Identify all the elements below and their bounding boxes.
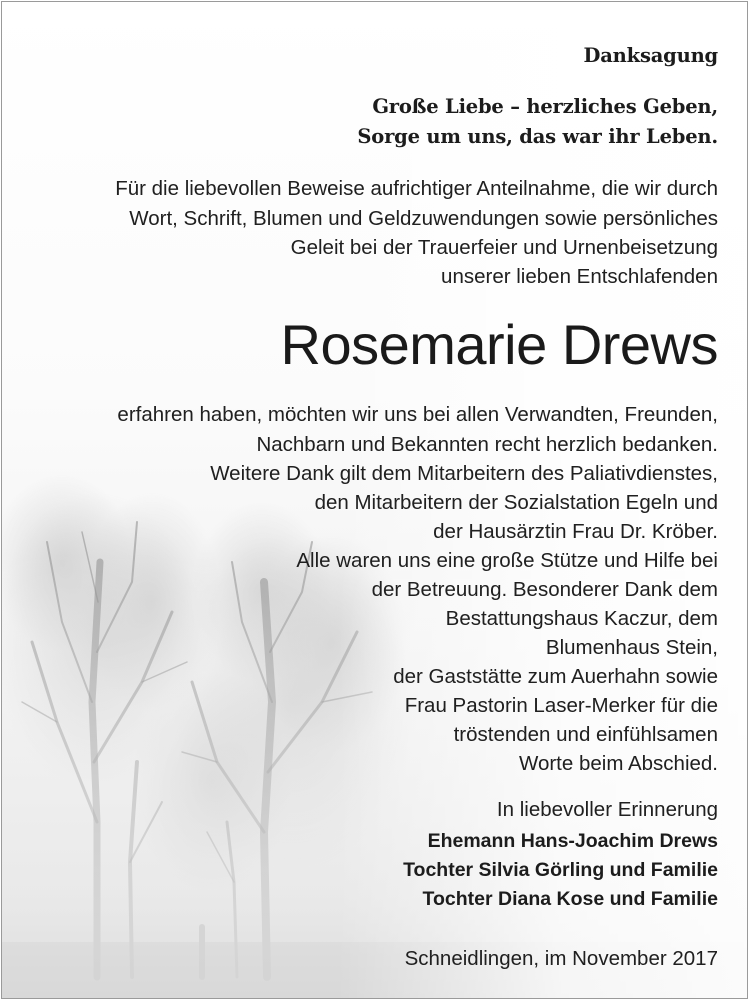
thanks-line-5: der Hausärztin Frau Dr. Kröber. (433, 520, 718, 543)
thanks-line-7: der Betreuung. Besonderer Dank dem (371, 578, 718, 601)
thanks-line-10: der Gaststätte zum Auerhahn sowie (393, 665, 718, 688)
signer-3: Tochter Diana Kose und Familie (422, 888, 718, 910)
thanks-line-2: Nachbarn und Bekannten recht herzlich bedanken. (256, 433, 718, 456)
thanks-line-13: Worte beim Abschied. (518, 752, 718, 775)
intro-line-1: Für die liebevollen Beweise aufrichtiger Anteilnahme, die wir durch (115, 177, 718, 200)
obituary-card (1, 1, 748, 999)
heading-danksagung: Danksagung (583, 44, 718, 67)
verse-line-1: Große Liebe – herzliches Geben, (372, 95, 718, 118)
thanks-line-3: Weitere Dank gilt dem Mitarbeitern des Paliativdienstes, (210, 462, 718, 485)
intro-line-2: Wort, Schrift, Blumen und Geldzuwendungen sowie persönliches (129, 207, 718, 230)
place-date: Schneidlingen, im November 2017 (404, 947, 718, 970)
verse-line-2: Sorge um uns, das war ihr Leben. (357, 125, 718, 148)
intro-line-3: Geleit bei der Trauerfeier und Urnenbeisetzung (290, 236, 718, 259)
thanks-line-6: Alle waren uns eine große Stütze und Hilfe bei (296, 549, 718, 572)
thanks-line-8: Bestattungshaus Kaczur, dem (445, 607, 718, 630)
thanks-line-4: den Mitarbeitern der Sozialstation Egeln und (314, 491, 718, 514)
signer-1: Ehemann Hans-Joachim Drews (427, 830, 718, 852)
thanks-line-11: Frau Pastorin Laser-Merker für die (404, 694, 718, 717)
closing-line: In liebevoller Erinnerung (496, 798, 718, 821)
deceased-name: Rosemarie Drews (280, 313, 718, 376)
intro-line-4: unserer lieben Entschlafenden (441, 265, 718, 288)
thanks-line-1: erfahren haben, möchten wir uns bei allen Verwandten, Freunden, (117, 403, 718, 426)
thanks-line-12: tröstenden und einfühlsamen (453, 723, 718, 746)
obituary-content (2, 2, 747, 998)
thanks-line-9: Blumenhaus Stein, (545, 636, 718, 659)
signer-2: Tochter Silvia Görling und Familie (403, 859, 718, 881)
